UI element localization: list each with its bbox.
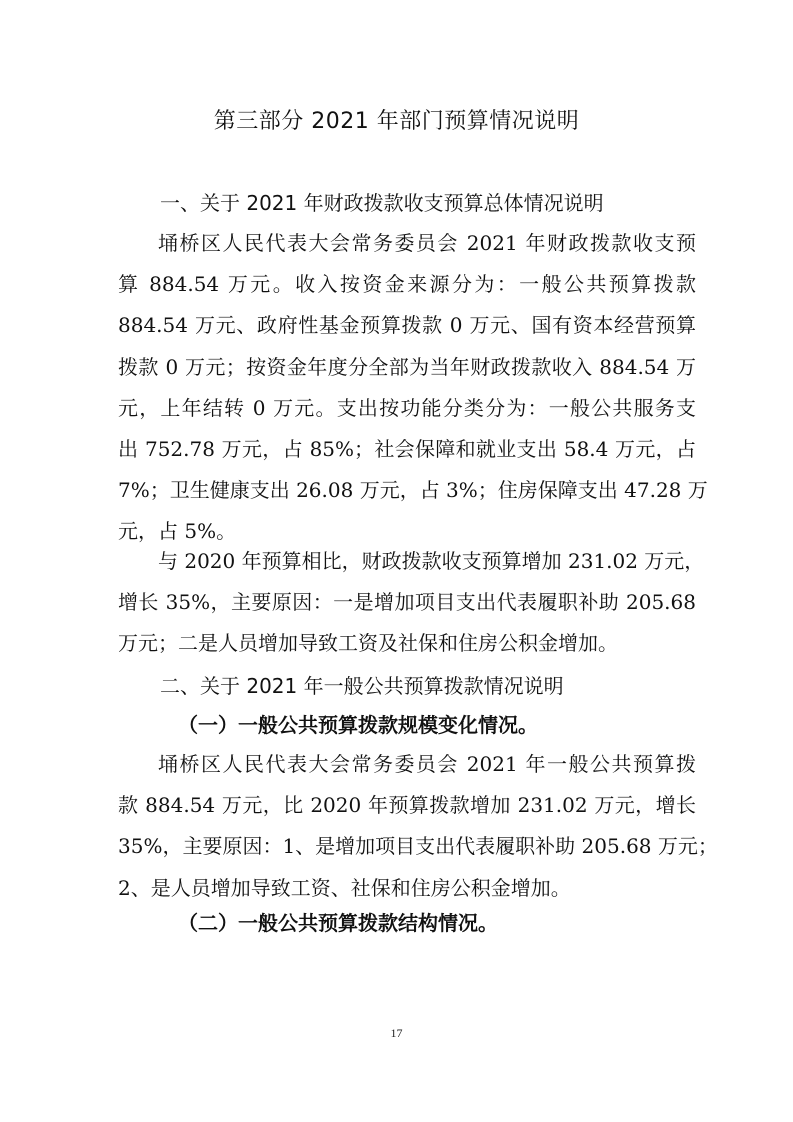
- text-line: 7%；卫生健康支出 26.08 万元，占 3%；住房保障支出 47.28 万: [118, 478, 708, 503]
- text-line: 出 752.78 万元，占 85%；社会保障和就业支出 58.4 万元，占: [118, 437, 696, 462]
- text-line: 埇桥区人民代表大会常务委员会 2021 年财政拨款收支预: [158, 231, 696, 255]
- text-line: 增长 35%，主要原因：一是增加项目支出代表履职补助 205.68: [118, 590, 696, 615]
- section1-paragraph1: [118, 223, 708, 553]
- page-number: 17: [390, 1026, 403, 1040]
- page-title: 第三部分 2021 年部门预算情况说明: [213, 109, 580, 134]
- text-line: 拨款 0 万元；按资金年度分全部为当年财政拨款收入 884.54 万: [118, 354, 696, 379]
- text-line: 2、是人员增加导致工资、社保和住房公积金增加。: [118, 875, 571, 900]
- text-line: 万元；二是人员增加导致工资及社保和住房公积金增加。: [118, 631, 618, 656]
- text-line: 35%，主要原因：1、是增加项目支出代表履职补助 205.68 万元；: [118, 834, 718, 859]
- subsection2-heading: （二）一般公共预算拨款结构情况。: [178, 911, 498, 935]
- section2-heading: 二、关于 2021 年一般公共预算拨款情况说明: [160, 674, 564, 698]
- section1-heading: 一、关于 2021 年财政拨款收支预算总体情况说明: [160, 191, 604, 215]
- text-line: 与 2020 年预算相比，财政拨款收支预算增加 231.02 万元，: [158, 549, 705, 573]
- text-line: 算 884.54 万元。收入按资金来源分为：一般公共预算拨款: [118, 272, 696, 297]
- subsection1-heading: （一）一般公共预算拨款规模变化情况。: [178, 713, 538, 737]
- subsection1-paragraph: [118, 744, 718, 909]
- text-line: 款 884.54 万元，比 2020 年预算拨款增加 231.02 万元，增长: [118, 793, 696, 818]
- text-line: 元，上年结转 0 万元。支出按功能分类分为：一般公共服务支: [118, 395, 696, 420]
- text-line: 884.54 万元、政府性基金预算拨款 0 万元、国有资本经营预算: [118, 313, 696, 338]
- text-line: 元，占 5%。: [118, 519, 237, 544]
- section1-paragraph2: [118, 541, 705, 665]
- text-line: 埇桥区人民代表大会常务委员会 2021 年一般公共预算拨: [158, 752, 696, 776]
